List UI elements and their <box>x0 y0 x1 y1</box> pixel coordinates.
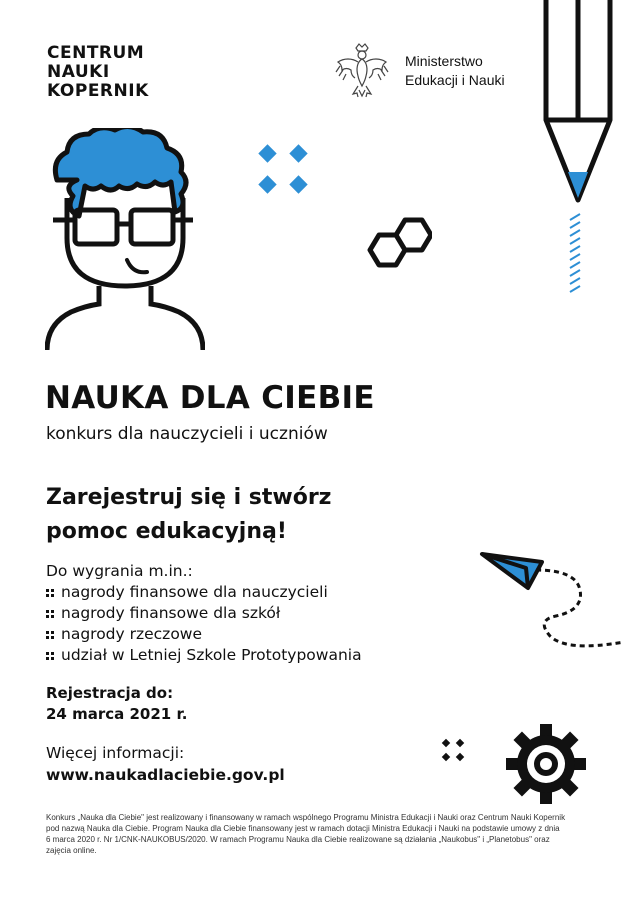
diamonds-icon <box>257 143 309 195</box>
person-illustration <box>45 128 205 350</box>
prizes-heading: Do wygrania m.in.: <box>46 562 193 580</box>
cta-line-1: Zarejestruj się i stwórz <box>46 485 332 510</box>
x-bullet-icon <box>46 610 54 618</box>
list-item <box>46 582 362 603</box>
list-item <box>46 603 362 624</box>
ministry-line-1: Ministerstwo <box>405 53 483 69</box>
ministry-line-2: Edukacji i Nauki <box>405 72 505 88</box>
more-info-block <box>46 742 285 786</box>
list-item <box>46 624 362 645</box>
footnote: Konkurs „Nauka dla Ciebie" jest realizowany i finansowany w ramach wspólnego Programu Ministra Edukacji i Nauki oraz Centrum Nauki Kopernik pod nazwą Nauka dla Ciebie. Program Nauka dla Ciebie finansowany jest w ramach dotacji Ministra Edukacji i Nauki na podstawie umowy z dnia 6 marca 2020 r. Nr 1/CNK-NAUKOBUS/2020. W ramach Programu Nauka dla Ciebie realizowane są działania „Naukobus" i „Planetobus" oraz zajęcia online. <box>46 813 566 855</box>
registration-block <box>46 683 187 725</box>
list-item <box>46 645 362 666</box>
gear-icon <box>506 724 586 804</box>
registration-label: Rejestracja do: <box>46 684 174 702</box>
prize-label: udział w Letniej Szkole Prototypowania <box>61 646 362 664</box>
prize-label: nagrody rzeczowe <box>61 625 203 643</box>
page-title: NAUKA DLA CIEBIE <box>45 380 375 416</box>
prize-label: nagrody finansowe dla nauczycieli <box>61 583 328 601</box>
cnk-logo <box>47 44 149 101</box>
prizes-list <box>46 582 362 666</box>
x-diamonds-small-icon <box>441 738 465 762</box>
cnk-logo-line-3: KOPERNIK <box>47 81 149 101</box>
hexagon-molecule-icon <box>366 216 432 268</box>
website-link[interactable]: www.naukadlaciebie.gov.pl <box>46 766 285 784</box>
cnk-logo-line-1: CENTRUM <box>47 43 145 63</box>
cta-line-2: pomoc edukacyjną! <box>46 519 287 544</box>
x-bullet-icon <box>46 589 54 597</box>
x-bullet-icon <box>46 652 54 660</box>
ministry-logo-text <box>405 52 505 90</box>
pencil-illustration <box>542 0 614 302</box>
registration-date: 24 marca 2021 r. <box>46 705 188 723</box>
cnk-logo-line-2: NAUKI <box>47 62 110 82</box>
more-info-label: Więcej informacji: <box>46 744 185 762</box>
paper-plane-icon <box>478 546 630 656</box>
polish-eagle-emblem <box>331 40 393 102</box>
x-bullet-icon <box>46 631 54 639</box>
call-to-action <box>46 481 331 549</box>
prize-label: nagrody finansowe dla szkół <box>61 604 281 622</box>
page-subtitle: konkurs dla nauczycieli i uczniów <box>46 424 328 444</box>
